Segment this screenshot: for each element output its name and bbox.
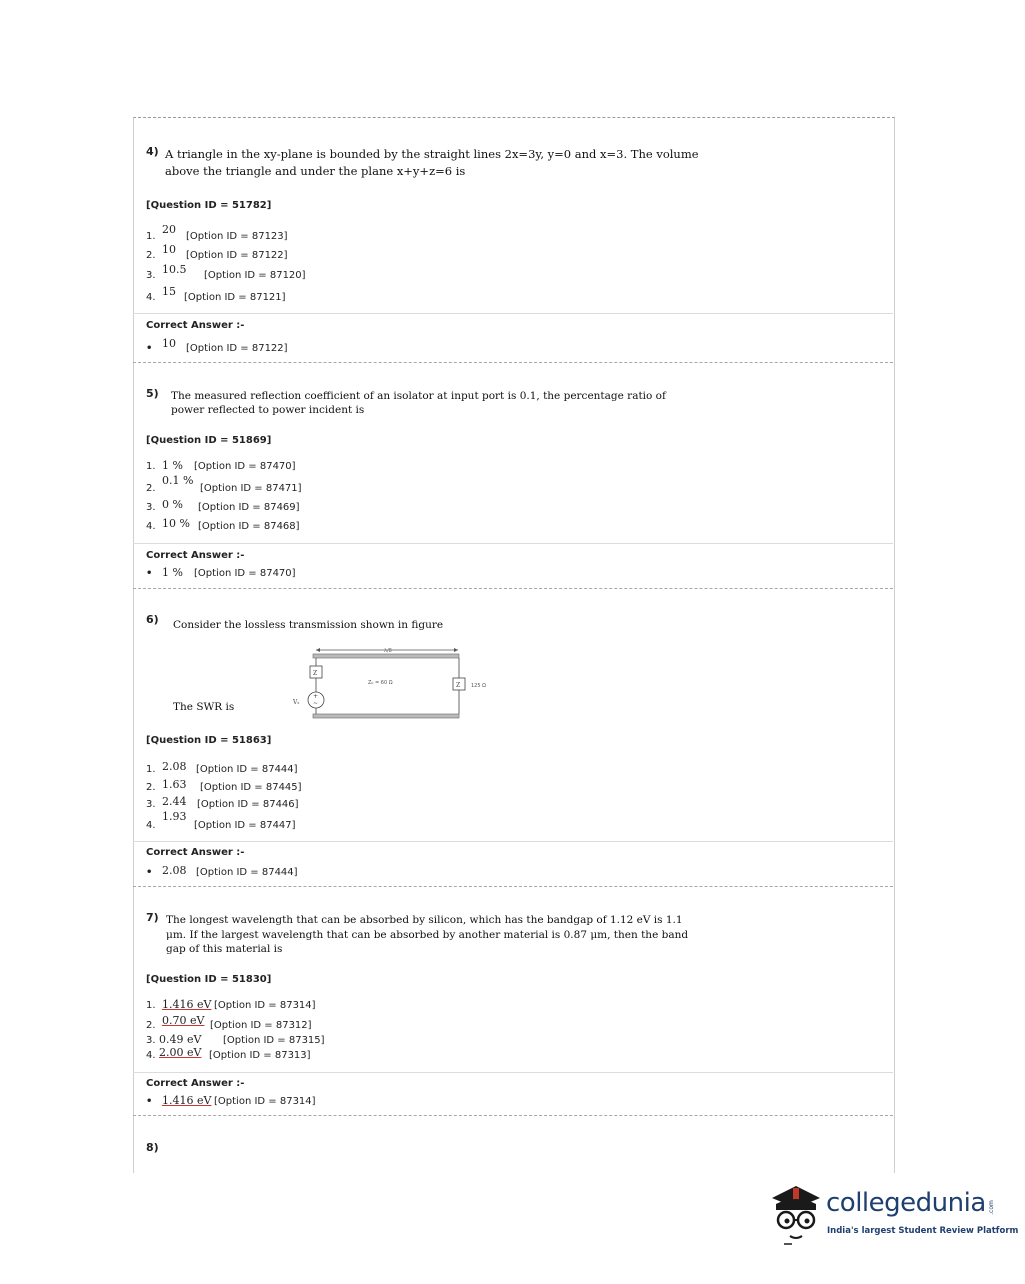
mascot-icon (766, 1178, 826, 1248)
question-text-line2: power reflected to power incident is (171, 404, 365, 416)
question-text-line1: The measured reflection coefficient of an isolator at input port is 0.1, the percentage ratio of (171, 390, 666, 402)
divider (133, 886, 893, 887)
option-1: 1.20[Option ID = 87123] (146, 223, 288, 242)
correct-answer: • 1 % [Option ID = 87470] (146, 566, 296, 579)
svg-text:Z₀ = 60 Ω: Z₀ = 60 Ω (368, 680, 393, 686)
option-4: 4. 15 [Option ID = 87121] (146, 285, 286, 303)
divider (133, 362, 893, 363)
question-text-line1: A triangle in the xy-plane is bounded by the straight lines 2x=3y, y=0 and x=3. The volume (165, 147, 699, 161)
svg-text:Z: Z (313, 670, 318, 677)
question-text-line3: gap of this material is (166, 943, 283, 955)
question-text-line1: The longest wavelength that can be absorbed by silicon, which has the bandgap of 1.12 eV is 1.1 (166, 914, 683, 926)
divider (133, 841, 893, 842)
svg-text:Vₛ: Vₛ (293, 699, 300, 706)
option-2: 2. 1.63 [Option ID = 87445] (146, 778, 302, 793)
question-id: [Question ID = 51869] (146, 435, 272, 446)
option-3: 3. 0 % [Option ID = 87469] (146, 498, 300, 513)
question-text-line1: Consider the lossless transmission shown in figure (173, 619, 444, 631)
question-text-line2: above the triangle and under the plane x+y+z=6 is (165, 164, 466, 178)
option-3: 3. 0.49 eV [Option ID = 87315] (146, 1033, 325, 1046)
option-2: 2.0.1 %[Option ID = 87471] (146, 474, 302, 494)
question-id: [Question ID = 51863] (146, 735, 272, 746)
divider (133, 313, 893, 314)
question-number: 5) (146, 387, 159, 400)
question-number: 8) (146, 1141, 159, 1154)
svg-text:125 Ω: 125 Ω (471, 683, 486, 689)
option-4: 4. 10 % [Option ID = 87468] (146, 517, 300, 532)
svg-text:Z: Z (456, 682, 461, 689)
question-text-line2: μm. If the largest wavelength that can be absorbed by another material is 0.87 μm, then the band (166, 929, 689, 941)
svg-text:~: ~ (313, 700, 319, 707)
divider (133, 543, 893, 544)
divider (133, 588, 893, 589)
option-3: 3. 2.44 [Option ID = 87446] (146, 795, 299, 810)
question-number: 7) (146, 911, 159, 924)
correct-answer: • 1.416 eV [Option ID = 87314] (146, 1094, 316, 1107)
brand-suffix: .com (987, 1200, 995, 1215)
svg-text:+: + (313, 693, 319, 700)
option-2: 2. 0.70 eV [Option ID = 87312] (146, 1014, 312, 1031)
option-3: 3. 10.5 [Option ID = 87120] (146, 263, 306, 281)
brand-tagline: India's largest Student Review Platform (827, 1226, 1019, 1236)
option-1: 1. 1.416 eV [Option ID = 87314] (146, 998, 316, 1011)
question-id: [Question ID = 51782] (146, 200, 272, 211)
question-text-line2: The SWR is (173, 701, 235, 713)
question-number: 6) (146, 613, 159, 626)
correct-answer-label: Correct Answer :- (146, 1078, 245, 1089)
transmission-line-figure (288, 638, 508, 722)
option-1: 1. 2.08 [Option ID = 87444] (146, 760, 298, 775)
question-id: [Question ID = 51830] (146, 974, 272, 985)
collegedunia-logo (766, 1178, 1019, 1248)
correct-answer-label: Correct Answer :- (146, 847, 245, 858)
option-4: 4. 2.00 eV [Option ID = 87313] (146, 1046, 311, 1061)
brand-name: collegedunia (826, 1188, 986, 1218)
correct-answer-label: Correct Answer :- (146, 550, 245, 561)
correct-answer-label: Correct Answer :- (146, 320, 245, 331)
option-4: 4.1.93[Option ID = 87447] (146, 810, 296, 831)
divider (133, 1115, 893, 1116)
option-2: 2. 10 [Option ID = 87122] (146, 243, 288, 261)
correct-answer: • 2.08 [Option ID = 87444] (146, 864, 298, 878)
svg-text:λ/8: λ/8 (384, 648, 392, 654)
correct-answer: • 10 [Option ID = 87122] (146, 337, 288, 354)
divider (133, 1072, 893, 1073)
option-1: 1. 1 % [Option ID = 87470] (146, 459, 296, 472)
question-number: 4) (146, 145, 159, 158)
